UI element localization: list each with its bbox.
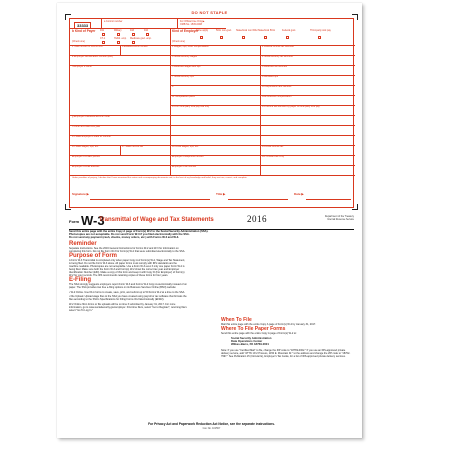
form-number: W-3: [81, 213, 105, 228]
form-word: Form: [69, 219, 79, 225]
box-8-label: 8 Allocated tips: [262, 75, 279, 78]
efiling-heading: E-Filing: [69, 277, 91, 283]
efiling-bullet-2: • File Upload. Upload wage files to the SSA you have created using payroll or tax software that formats the files according to the SSA's Specifications for Filing Forms W-2 Electronically (EFW2).: [69, 295, 187, 301]
grid-line: [70, 155, 355, 156]
send-line-1: Send this entire page with the entire Copy A page of Form(s) W-2 to the Social Security Administration (SSA).: [69, 230, 209, 233]
mailing-address: [231, 337, 353, 347]
grid-line: [170, 115, 355, 116]
payer-option-943: 943: [130, 29, 134, 32]
purpose-text: A Form W-3 Transmittal is completed only when paper Copy A of Form(s) W-2, Wage and Tax Statement, is being filed. Do not file Form W-3 alone. All paper forms must comply with IRS standards and be machine readable. Photocopies are not acceptable. Use a Form W-3 even if only one paper Form W-2 is being filed. Make sure both the Form W-3 and Form(s) W-2 show the correct tax year and Employer Identification Number (EIN). Make a copy of this form and keep it with Copy D (For Employer) of Form(s) W-2 for your records. The IRS recommends retaining copies of these forms for four years.: [69, 259, 186, 277]
checkbox-state-local-501c[interactable]: [264, 36, 267, 39]
address-line-3: Wilkes-Barre, PA 18769-0001: [231, 342, 269, 347]
employer-option-state-local-501c: State/local 501c: [258, 29, 276, 32]
grid-line: [260, 45, 261, 175]
box-f-label: f Employer's name: [72, 65, 92, 68]
kind-of-payer-label: b Kind of Payer: [72, 29, 96, 33]
department-block: [325, 216, 354, 222]
box-12a-label: 12a Deferred compensation: [262, 95, 292, 98]
box-7-label: 7 Social security tips: [172, 75, 194, 78]
title-line[interactable]: [228, 199, 288, 200]
checkbox-none-apply[interactable]: [200, 36, 203, 39]
box-16-label: 16 State wages, tips, etc.: [72, 145, 99, 148]
title-label: Title ▶: [216, 192, 226, 196]
checkbox-ct1[interactable]: [102, 41, 105, 44]
where-to-file-heading: Where To File Paper Forms: [221, 326, 286, 332]
payer-option-944: 944: [144, 29, 148, 32]
irs-name: Internal Revenue Service: [327, 217, 354, 221]
payer-option-household: Hshld. emp.: [114, 37, 127, 40]
efiling-text-2: W-2 Online fill-in forms or file uploads will be on time if submitted by January 31, 2017. For more information, go to www.socialsecurity.gov/employer. First time filers, select "Go to Register"; returning filers select "Go To Log In.": [69, 302, 187, 312]
signature-label: Signature ▶: [72, 192, 89, 196]
checkbox-943[interactable]: [132, 33, 135, 36]
grid-line: [70, 65, 355, 66]
box-9-label: 9: [172, 85, 174, 88]
box-g-label: g Employer's address and ZIP code: [72, 115, 110, 118]
box-4-label: 4 Social security tax withheld: [262, 55, 293, 58]
check-one-employer: (Check one): [172, 40, 186, 43]
right-instructions-column: [221, 317, 353, 359]
grid-line: [70, 125, 355, 126]
grid-line: [170, 45, 174, 175]
department-name: Department of the Treasury: [324, 215, 354, 218]
payer-option-medicare-govt: Medicare govt. emp.: [130, 37, 152, 40]
grid-line: [120, 45, 121, 55]
grid-line: [120, 145, 121, 155]
grid-line: [177, 19, 178, 28]
box-5-label: 5 Medicare wages and tips: [172, 65, 201, 68]
form-code: 33333: [74, 22, 91, 29]
grid-line: [70, 175, 355, 176]
address-line-2: Data Operations Center: [231, 338, 263, 343]
official-use-label: For Official Use Only ▶: [180, 20, 205, 23]
control-number-label: a Control number: [104, 20, 123, 23]
efiling-text: The SSA strongly suggests employers report Form W-3 and Forms W-2 Copy A electronically instead of on paper. The SSA provides two free e-filing options on its Business Services Online (BSO) website:: [69, 283, 187, 289]
send-instructions: [69, 230, 354, 240]
box-3-label: 3 Social security wages: [172, 55, 197, 58]
where-to-file-text: Send this entire page with the entire Copy A page of Form(s) W-2 to:: [221, 332, 297, 335]
reminder-heading: Reminder: [69, 241, 97, 247]
box-11-label: 11 Nonqualified plans: [172, 95, 195, 98]
grid-line: [70, 145, 355, 146]
grid-line: [70, 165, 355, 166]
box-e-label: e Employer identification number (EIN): [72, 55, 114, 58]
checkbox-military[interactable]: [117, 33, 120, 36]
official-use-only-label: For Official Use Only: [262, 155, 285, 158]
date-line[interactable]: [306, 199, 351, 200]
when-to-file-heading: When To File: [221, 317, 252, 323]
left-instructions-column: [69, 241, 187, 313]
box-contact-label: Employer's contact person: [72, 155, 101, 158]
box-18-label: 18 Local wages, tips, etc.: [172, 145, 199, 148]
payer-option-ct1: CT-1: [100, 37, 106, 40]
box-1-label: 1 Wages, tips, other compensation: [172, 45, 209, 48]
document-title: Transmittal of Wage and Tax Statements: [99, 217, 214, 223]
where-to-file-note: Note: If you use "Certified Mail" to file, change the ZIP code to "18769-0002." If you use an IRS-approved private delivery service, add "ATTN: W-2 Process, 1150 E. Mountain Dr." to the address and change the ZIP code to "18702-7997." See Publication 15 (Circular E), Employer's Tax Guide, for a list of IRS-approved private delivery services.: [221, 348, 351, 358]
box-15-label: 15 State Employer's state ID number: [72, 135, 111, 138]
w3-red-form-grid: [69, 18, 354, 208]
checkbox-501c[interactable]: [220, 36, 223, 39]
box-6-label: 6 Medicare tax withheld: [262, 65, 288, 68]
do-not-staple-header: DO NOT STAPLE: [191, 10, 228, 15]
employer-option-state-local: State/local non-501c: [236, 29, 258, 32]
box-email-label: Employer's email address: [72, 165, 100, 168]
payer-option-military: Military: [114, 29, 122, 32]
privacy-notice: For Privacy Act and Paperwork Reduction Act Notice, see the separate instructions.: [148, 422, 275, 426]
box-19-label: 19 Local income tax: [262, 145, 284, 148]
when-to-file-text: Mail this entire page with the entire Copy A page of Form(s) W-2 by January 31, 2017.: [221, 323, 317, 326]
date-label: Date ▶: [294, 192, 304, 196]
employer-option-none: None apply: [196, 29, 209, 32]
box-h-label: h Other EIN used this year: [72, 125, 101, 128]
catalog-number: Cat. No. 10159Y: [202, 427, 221, 430]
signature-line[interactable]: [90, 199, 210, 200]
payer-option-941: 941: [100, 29, 104, 32]
box-c-label: c Total number of Forms W-2: [72, 45, 103, 48]
box-10-label: 10 Dependent care benefits: [262, 85, 292, 88]
kind-of-employer-label: Kind of Employer: [172, 29, 199, 33]
box-17-label: 17 State income tax: [122, 145, 144, 148]
w3-form-sheet: [57, 3, 362, 438]
box-2-label: 2 Federal income tax withheld: [262, 45, 294, 48]
penalty-statement: Under penalties of perjury, I declare that I have examined this return and accompanying documents and, to the best of my knowledge and belief, they are true, correct, and complete.: [72, 177, 248, 179]
employer-option-federal: Federal govt.: [282, 29, 296, 32]
purpose-heading: Purpose of Form: [69, 253, 118, 259]
box-13-label: 13 For third-party sick pay use only: [172, 105, 210, 108]
reminder-text: Separate instructions. See the 2016 General Instructions for Forms W-2 and W-3 for information on completing this form. Do not file Form W-3 for Form(s) W-2 that were submitted electronically to the SSA.: [69, 247, 186, 253]
third-party-sick-label: Third-party sick pay: [310, 29, 331, 32]
checkbox-medicare-govt[interactable]: [132, 41, 135, 44]
checkbox-household[interactable]: [117, 41, 120, 44]
checkbox-944[interactable]: [146, 33, 149, 36]
checkbox-state-local[interactable]: [242, 36, 245, 39]
tax-year: 2016: [247, 214, 267, 224]
grid-line: [70, 135, 355, 136]
send-line-2: Photocopies are not acceptable. Do not send Form W-3 if you filed electronically with the SSA.: [69, 233, 190, 237]
efiling-bullet-1: • W-2 Online. Use fill-in forms to create, save, print, and submit up to 50 Forms W-2 at a time to the SSA.: [69, 290, 185, 294]
box-fax-label: Employer's fax number: [172, 165, 197, 168]
box-d-label: d Establishment number: [122, 45, 148, 48]
checkbox-941[interactable]: [102, 33, 105, 36]
checkbox-federal[interactable]: [286, 36, 289, 39]
grid-line: [101, 19, 102, 28]
employer-option-501c: 501c non-govt.: [216, 29, 232, 32]
omb-number: OMB No. 1545-0008: [180, 23, 202, 26]
send-line-3: Do not send any payment (cash, checks, money orders, etc.) with Forms W-2 and W-3.: [69, 236, 179, 240]
checkbox-third-party-sick[interactable]: [318, 36, 321, 39]
grid-line: [70, 45, 355, 46]
box-phone-label: Employer's telephone number: [172, 155, 204, 158]
box-14-label: 14 Income tax withheld by payer of third-party sick pay: [262, 105, 320, 108]
address-line-1: Social Security Administration: [231, 335, 272, 340]
check-one-payer: (Check one): [72, 40, 86, 43]
grid-line: [170, 28, 171, 45]
